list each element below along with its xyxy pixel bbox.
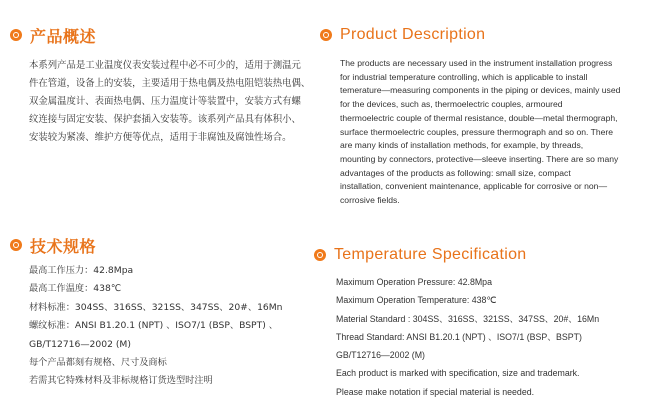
orange-ring-bullet-icon — [320, 29, 332, 41]
product-overview-cn-section — [10, 23, 330, 147]
tech-spec-cn-title: 技术规格 — [30, 236, 97, 256]
product-description-en-heading — [320, 23, 660, 47]
product-overview-cn-title: 产品概述 — [30, 26, 97, 46]
product-description-en-line: surface thermoelectric couples, pressure thermograph and so on. There — [340, 126, 614, 137]
tech-spec-cn-line: 材料标准：304SS、316SS、321SS、347SS、20#、16Mn — [29, 301, 283, 313]
product-overview-cn-line: 纹连接与固定安装、保护套插入安装等。该系列产品具有体积小、 — [29, 114, 301, 125]
temperature-spec-en-line: Thread Standard: ANSI B1.20.1 (NPT) 、ISO7/1 (BSP、BSPT) — [336, 331, 582, 342]
temperature-spec-en-line: Each product is marked with specification, size and trademark. — [336, 368, 580, 379]
tech-spec-cn-line: 若需其它特殊材料及非标规格订货选型时注明 — [29, 375, 213, 387]
product-description-en-section — [320, 23, 660, 208]
product-description-en-line: The products are necessary used in the instrument installation progress — [340, 58, 613, 68]
tech-spec-cn-body — [10, 262, 330, 391]
tech-spec-cn-line: 最高工作压力：42.8Mpa — [29, 265, 134, 276]
product-overview-cn-line: 安装较为紧凑、维护方便等优点，适用于非腐蚀及腐蚀性场合。 — [29, 132, 292, 143]
temperature-spec-en-line: GB/T12716—2002 (M) — [336, 350, 425, 361]
product-description-en-line: mounting by connectors, protective—sleeve inserting. There are so many — [340, 153, 619, 164]
temperature-spec-en-section — [314, 243, 664, 401]
temperature-spec-en-title: Temperature Specification — [334, 246, 527, 263]
product-overview-cn-body — [10, 57, 330, 147]
tech-spec-cn-line: GB/T12716—2002 (M) — [29, 338, 131, 350]
tech-spec-cn-line: 螺纹标准：ANSI B1.20.1 (NPT) 、ISO7/1 (BSP、BSPT) 、 — [29, 320, 278, 332]
tech-spec-cn-heading — [10, 233, 330, 257]
temperature-spec-en-line: Please make notation if special material is needed. — [336, 386, 535, 397]
tech-spec-cn-section — [10, 233, 330, 391]
product-description-en-line: advantages of the products as following: small size, compact — [340, 167, 571, 178]
temperature-spec-en-body — [314, 273, 664, 401]
product-description-en-line: installation, convenient maintenance, applicable for corrosive or non— — [340, 181, 608, 192]
product-overview-cn-line: 双金属温度计、表面热电偶、压力温度计等装置中，安装方式有螺 — [29, 96, 301, 107]
product-description-en-line: temerature—measuring components in the piping or devices, mainly used — [340, 85, 621, 96]
tech-spec-cn-line: 最高工作温度：438℃ — [29, 283, 122, 295]
tech-spec-cn-line: 每个产品都刻有规格、尺寸及商标 — [29, 357, 167, 369]
temperature-spec-en-line: Maximum Operation Temperature: 438℃ — [336, 295, 497, 306]
product-description-en-line: for the devices, such as, thermoelectric couples, armoured — [340, 99, 563, 110]
product-description-en-line: thermoelectric couple of thermal resistance, double—metal thermograph, — [340, 112, 618, 123]
product-description-en-line: corrosive fields. — [340, 195, 400, 206]
orange-ring-bullet-icon — [314, 249, 326, 261]
product-overview-cn-line: 件在管道，设备上的安装，主要适用于热电偶及热电阻铠装热电偶、 — [29, 78, 311, 89]
temperature-spec-en-heading — [314, 243, 664, 267]
product-overview-cn-heading — [10, 23, 330, 47]
orange-ring-bullet-icon — [10, 239, 22, 251]
product-description-en-line: for industrial temperature controlling, which is applicable to install — [340, 71, 588, 82]
product-description-en-title: Product Description — [340, 26, 486, 43]
temperature-spec-en-line: Material Standard : 304SS、316SS、321SS、347SS、20#、16Mn — [336, 313, 600, 324]
product-description-en-line: are many kinds of installation methods, for example, by threads, — [340, 140, 584, 151]
temperature-spec-en-line: Maximum Operation Pressure: 42.8Mpa — [336, 277, 492, 287]
orange-ring-bullet-icon — [10, 29, 22, 41]
product-overview-cn-line: 本系列产品是工业温度仪表安装过程中必不可少的，适用于测温元 — [29, 60, 301, 71]
product-description-en-body — [320, 57, 660, 208]
